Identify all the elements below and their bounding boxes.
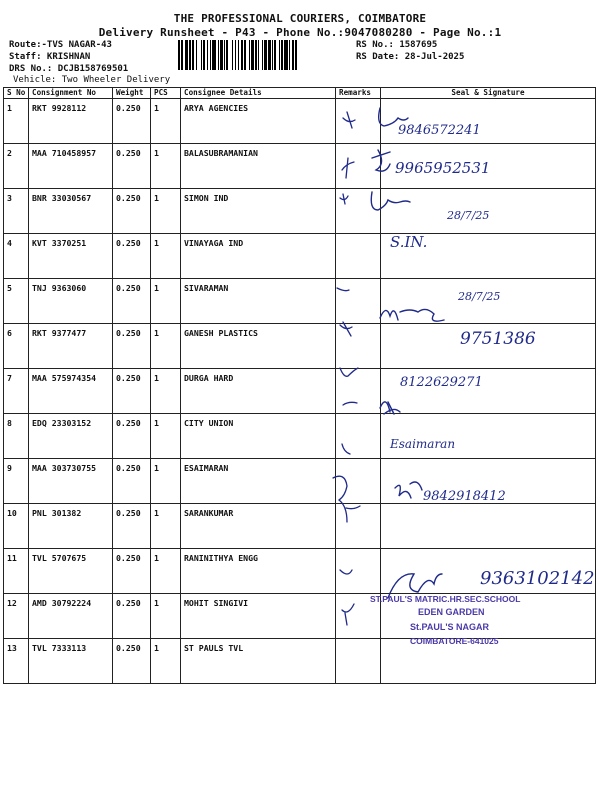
cell-signature <box>381 369 596 414</box>
cell-sno: 6 <box>4 324 29 369</box>
cell-signature <box>381 504 596 549</box>
cell-weight: 0.250 <box>113 324 151 369</box>
cell-weight: 0.250 <box>113 99 151 144</box>
cell-signature <box>381 639 596 684</box>
stamp-line1: ST.PAUL'S MATRIC.HR.SEC.SCHOOL <box>370 594 521 604</box>
cell-pcs: 1 <box>151 414 181 459</box>
runsheet-subtitle: Delivery Runsheet - P43 - Phone No.:9047080280 - Page No.:1 <box>98 26 502 39</box>
cell-weight: 0.250 <box>113 459 151 504</box>
hw-row12: 9363102142 <box>480 568 595 589</box>
cell-weight: 0.250 <box>113 639 151 684</box>
cell-signature <box>381 549 596 594</box>
cell-consignment: RKT 9928112 <box>29 99 113 144</box>
stamp-line2: EDEN GARDEN <box>418 607 485 617</box>
cell-signature <box>381 414 596 459</box>
route-label: Route:-TVS NAGAR-43 <box>9 40 112 50</box>
vehicle-label: Vehicle: Two Wheeler Delivery <box>13 75 171 85</box>
cell-pcs: 1 <box>151 189 181 234</box>
cell-consignment: TVL 7333113 <box>29 639 113 684</box>
cell-consignee: DURGA HARD <box>181 369 336 414</box>
cell-remarks <box>336 189 381 234</box>
hw-row2: 9965952531 <box>395 159 491 177</box>
table-row <box>4 369 596 414</box>
cell-pcs: 1 <box>151 99 181 144</box>
table-row <box>4 549 596 594</box>
table-row <box>4 189 596 234</box>
cell-consignee: MOHIT SINGIVI <box>181 594 336 639</box>
col-consignment: Consignment No <box>29 88 113 99</box>
cell-remarks <box>336 594 381 639</box>
cell-consignment: MAA 303730755 <box>29 459 113 504</box>
cell-remarks <box>336 279 381 324</box>
cell-signature <box>381 99 596 144</box>
cell-remarks <box>336 324 381 369</box>
cell-consignee: SIVARAMAN <box>181 279 336 324</box>
cell-remarks <box>336 459 381 504</box>
col-pcs: PCS <box>151 88 181 99</box>
cell-signature <box>381 279 596 324</box>
cell-consignee: CITY UNION <box>181 414 336 459</box>
cell-consignee: ARYA AGENCIES <box>181 99 336 144</box>
cell-weight: 0.250 <box>113 234 151 279</box>
cell-pcs: 1 <box>151 369 181 414</box>
cell-sno: 8 <box>4 414 29 459</box>
cell-consignment: BNR 33030567 <box>29 189 113 234</box>
cell-pcs: 1 <box>151 234 181 279</box>
table-row <box>4 279 596 324</box>
cell-consignee: ESAIMARAN <box>181 459 336 504</box>
cell-sno: 1 <box>4 99 29 144</box>
cell-consignment: RKT 9377477 <box>29 324 113 369</box>
cell-consignment: AMD 30792224 <box>29 594 113 639</box>
cell-sno: 12 <box>4 594 29 639</box>
table-row <box>4 144 596 189</box>
company-title: THE PROFESSIONAL COURIERS, COIMBATORE <box>173 12 427 25</box>
col-signature: Seal & Signature <box>381 88 596 99</box>
cell-pcs: 1 <box>151 279 181 324</box>
staff-label: Staff: KRISHNAN <box>9 52 91 62</box>
hw-row7: 8122629271 <box>400 375 483 390</box>
stamp-line3: St.PAUL'S NAGAR <box>410 622 489 632</box>
cell-remarks <box>336 369 381 414</box>
cell-consignment: EDQ 23303152 <box>29 414 113 459</box>
cell-pcs: 1 <box>151 639 181 684</box>
hw-row10: 9842918412 <box>423 489 506 504</box>
cell-weight: 0.250 <box>113 369 151 414</box>
cell-remarks <box>336 549 381 594</box>
cell-sno: 13 <box>4 639 29 684</box>
table-row <box>4 639 596 684</box>
cell-weight: 0.250 <box>113 504 151 549</box>
col-remarks: Remarks <box>336 88 381 99</box>
table-row <box>4 504 596 549</box>
cell-weight: 0.250 <box>113 279 151 324</box>
cell-consignment: MAA 575974354 <box>29 369 113 414</box>
cell-consignment: MAA 710458957 <box>29 144 113 189</box>
table-row <box>4 324 596 369</box>
cell-consignment: TNJ 9363060 <box>29 279 113 324</box>
cell-sno: 7 <box>4 369 29 414</box>
cell-consignee: GANESH PLASTICS <box>181 324 336 369</box>
cell-sno: 2 <box>4 144 29 189</box>
table-row <box>4 594 596 639</box>
cell-consignment: TVL 5707675 <box>29 549 113 594</box>
table-row <box>4 459 596 504</box>
hw-row4: S.IN. <box>390 233 428 251</box>
hw-row9: Esaimaran <box>390 437 456 451</box>
cell-consignment: PNL 301382 <box>29 504 113 549</box>
col-sno: S No <box>4 88 29 99</box>
cell-remarks <box>336 99 381 144</box>
col-consignee: Consignee Details <box>181 88 336 99</box>
cell-weight: 0.250 <box>113 144 151 189</box>
cell-pcs: 1 <box>151 324 181 369</box>
cell-signature <box>381 144 596 189</box>
hw-row5-date: 28/7/25 <box>458 290 501 303</box>
cell-weight: 0.250 <box>113 414 151 459</box>
cell-consignee: SIMON IND <box>181 189 336 234</box>
cell-consignment: KVT 3370251 <box>29 234 113 279</box>
cell-weight: 0.250 <box>113 549 151 594</box>
table-row <box>4 234 596 279</box>
rs-number: RS No.: 1587695 <box>356 40 438 50</box>
cell-sno: 5 <box>4 279 29 324</box>
cell-weight: 0.250 <box>113 594 151 639</box>
cell-signature <box>381 234 596 279</box>
hw-row3-date: 28/7/25 <box>447 209 490 222</box>
runsheet-table <box>3 87 596 684</box>
cell-sno: 10 <box>4 504 29 549</box>
drs-number: DRS No.: DCJB158769501 <box>9 64 129 74</box>
cell-signature <box>381 189 596 234</box>
cell-consignee: VINAYAGA IND <box>181 234 336 279</box>
hw-row1: 9846572241 <box>398 123 481 138</box>
table-row <box>4 99 596 144</box>
cell-remarks <box>336 234 381 279</box>
cell-consignee: RANINITHYA ENGG <box>181 549 336 594</box>
cell-consignee: BALASUBRAMANIAN <box>181 144 336 189</box>
cell-sno: 11 <box>4 549 29 594</box>
cell-signature <box>381 459 596 504</box>
cell-sno: 3 <box>4 189 29 234</box>
cell-pcs: 1 <box>151 549 181 594</box>
cell-pcs: 1 <box>151 504 181 549</box>
cell-signature <box>381 594 596 639</box>
hw-row6: 9751386 <box>460 329 536 349</box>
cell-consignee: SARANKUMAR <box>181 504 336 549</box>
cell-pcs: 1 <box>151 459 181 504</box>
cell-remarks <box>336 639 381 684</box>
cell-weight: 0.250 <box>113 189 151 234</box>
cell-signature <box>381 324 596 369</box>
cell-sno: 9 <box>4 459 29 504</box>
cell-sno: 4 <box>4 234 29 279</box>
cell-pcs: 1 <box>151 594 181 639</box>
stamp-line4: COIMBATORE-641025 <box>410 636 499 646</box>
cell-consignee: ST PAULS TVL <box>181 639 336 684</box>
rs-date: RS Date: 28-Jul-2025 <box>356 52 465 62</box>
cell-remarks <box>336 144 381 189</box>
cell-remarks <box>336 414 381 459</box>
table-row <box>4 414 596 459</box>
cell-pcs: 1 <box>151 144 181 189</box>
runsheet-barcode <box>178 40 344 70</box>
table-header-row <box>4 88 596 99</box>
col-weight: Weight <box>113 88 151 99</box>
cell-remarks <box>336 504 381 549</box>
